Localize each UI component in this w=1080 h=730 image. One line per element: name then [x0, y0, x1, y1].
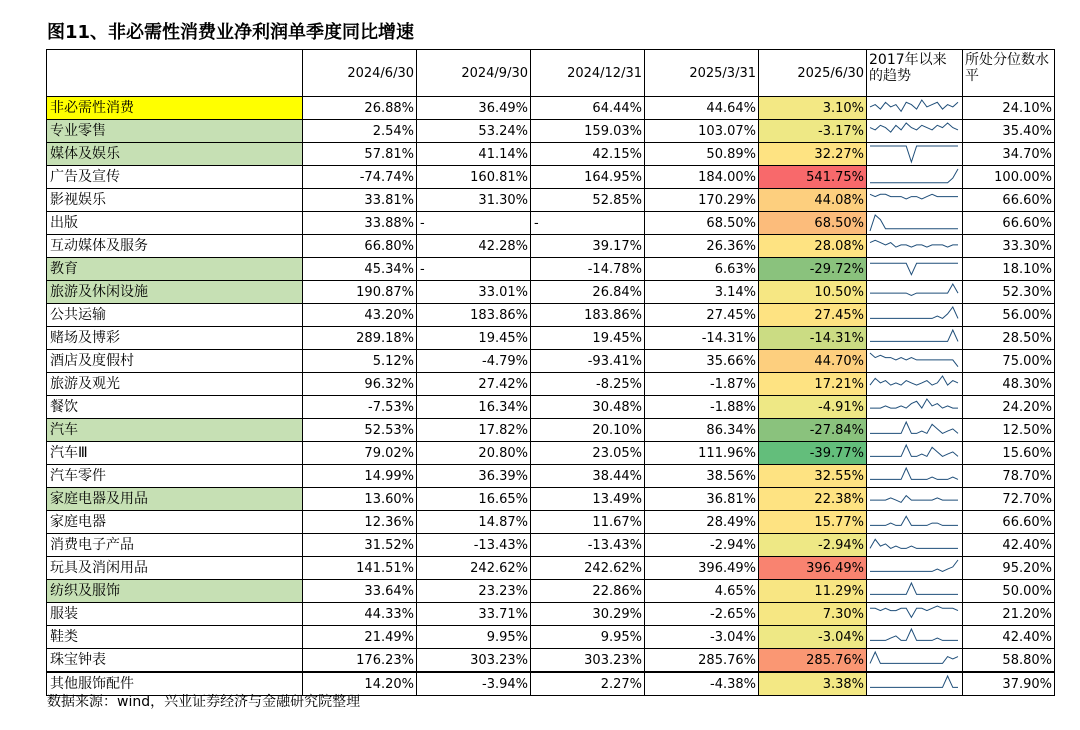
- value-cell: 26.36%: [645, 235, 759, 258]
- header-percentile: 所处分位数水平: [963, 50, 1055, 97]
- trend-sparkline: [867, 120, 963, 143]
- value-cell: 32.55%: [759, 465, 867, 488]
- sparkline-path: [870, 468, 958, 479]
- value-cell: 20.80%: [417, 442, 531, 465]
- value-cell: 27.45%: [759, 304, 867, 327]
- table-row: [47, 603, 1055, 626]
- row-label: 汽车Ⅲ: [47, 442, 303, 465]
- trend-sparkline: [867, 488, 963, 511]
- row-label: 玩具及消闲用品: [47, 557, 303, 580]
- value-cell: 20.10%: [531, 419, 645, 442]
- value-cell: 9.95%: [417, 626, 531, 649]
- value-cell: 2.27%: [531, 672, 645, 696]
- value-cell: 22.86%: [531, 580, 645, 603]
- value-cell: 68.50%: [759, 212, 867, 235]
- value-cell: 52.53%: [303, 419, 417, 442]
- value-cell: 23.05%: [531, 442, 645, 465]
- value-cell: 68.50%: [645, 212, 759, 235]
- sparkline-path: [870, 583, 958, 594]
- value-cell: 3.38%: [759, 672, 867, 696]
- sparkline-path: [870, 422, 958, 433]
- value-cell: -14.78%: [531, 258, 645, 281]
- row-label: 珠宝钟表: [47, 649, 303, 673]
- sparkline-path: [870, 516, 958, 525]
- trend-sparkline: [867, 649, 963, 673]
- percentile-cell: 95.20%: [963, 557, 1055, 580]
- value-cell: 41.14%: [417, 143, 531, 166]
- value-cell: 30.29%: [531, 603, 645, 626]
- value-cell: 23.23%: [417, 580, 531, 603]
- table-row: [47, 235, 1055, 258]
- header-2024-06-30: 2024/6/30: [303, 50, 417, 97]
- value-cell: 52.85%: [531, 189, 645, 212]
- row-label: 酒店及度假村: [47, 350, 303, 373]
- value-cell: -4.38%: [645, 672, 759, 696]
- data-table: [46, 49, 1055, 696]
- sparkline-path: [870, 194, 958, 199]
- value-cell: 35.66%: [645, 350, 759, 373]
- percentile-cell: 50.00%: [963, 580, 1055, 603]
- value-cell: -29.72%: [759, 258, 867, 281]
- sparkline-path: [870, 652, 958, 663]
- value-cell: 44.70%: [759, 350, 867, 373]
- value-cell: -93.41%: [531, 350, 645, 373]
- header-2024-09-30: 2024/9/30: [417, 50, 531, 97]
- table-row: [47, 189, 1055, 212]
- value-cell: 39.17%: [531, 235, 645, 258]
- value-cell: 33.81%: [303, 189, 417, 212]
- percentile-cell: 12.50%: [963, 419, 1055, 442]
- value-cell: 30.48%: [531, 396, 645, 419]
- value-cell: 190.87%: [303, 281, 417, 304]
- sparkline-path: [870, 399, 958, 408]
- value-cell: 36.49%: [417, 97, 531, 120]
- percentile-cell: 35.40%: [963, 120, 1055, 143]
- value-cell: -3.04%: [759, 626, 867, 649]
- row-label: 专业零售: [47, 120, 303, 143]
- table-header: [47, 50, 1055, 97]
- value-cell: 396.49%: [759, 557, 867, 580]
- row-label: 服装: [47, 603, 303, 626]
- percentile-cell: 66.60%: [963, 212, 1055, 235]
- value-cell: 541.75%: [759, 166, 867, 189]
- value-cell: 11.67%: [531, 511, 645, 534]
- table-row: [47, 327, 1055, 350]
- value-cell: 159.03%: [531, 120, 645, 143]
- sparkline-path: [870, 284, 958, 295]
- value-cell: -39.77%: [759, 442, 867, 465]
- trend-sparkline: [867, 465, 963, 488]
- value-cell: -74.74%: [303, 166, 417, 189]
- value-cell: 31.30%: [417, 189, 531, 212]
- percentile-cell: 24.20%: [963, 396, 1055, 419]
- value-cell: 9.95%: [531, 626, 645, 649]
- trend-sparkline: [867, 350, 963, 373]
- percentile-cell: 75.00%: [963, 350, 1055, 373]
- header-2025-03-31: 2025/3/31: [645, 50, 759, 97]
- value-cell: -2.94%: [759, 534, 867, 557]
- row-label: 非必需性消费: [47, 97, 303, 120]
- value-cell: 33.01%: [417, 281, 531, 304]
- value-cell: 303.23%: [531, 649, 645, 673]
- figure-title: 图11、非必需性消费业净利润单季度同比增速: [47, 22, 415, 43]
- table-row: [47, 534, 1055, 557]
- value-cell: -14.31%: [759, 327, 867, 350]
- table-row: [47, 488, 1055, 511]
- value-cell: 57.81%: [303, 143, 417, 166]
- trend-sparkline: [867, 97, 963, 120]
- sparkline-path: [870, 169, 958, 183]
- value-cell: -13.43%: [531, 534, 645, 557]
- value-cell: 285.76%: [759, 649, 867, 673]
- value-cell: 14.20%: [303, 672, 417, 696]
- row-label: 鞋类: [47, 626, 303, 649]
- value-cell: 11.29%: [759, 580, 867, 603]
- table-row: [47, 557, 1055, 580]
- table-row: [47, 97, 1055, 120]
- row-label: 旅游及休闲设施: [47, 281, 303, 304]
- value-cell: 33.88%: [303, 212, 417, 235]
- value-cell: 66.80%: [303, 235, 417, 258]
- value-cell: 17.82%: [417, 419, 531, 442]
- value-cell: 22.38%: [759, 488, 867, 511]
- value-cell: 12.36%: [303, 511, 417, 534]
- table-row: [47, 350, 1055, 373]
- value-cell: 32.27%: [759, 143, 867, 166]
- value-cell: 242.62%: [531, 557, 645, 580]
- row-label: 出版: [47, 212, 303, 235]
- sparkline-path: [870, 496, 958, 503]
- sparkline-path: [870, 100, 958, 111]
- table-row: [47, 626, 1055, 649]
- percentile-cell: 18.10%: [963, 258, 1055, 281]
- value-cell: -4.91%: [759, 396, 867, 419]
- percentile-cell: 48.30%: [963, 373, 1055, 396]
- value-cell: 183.86%: [417, 304, 531, 327]
- row-label: 汽车: [47, 419, 303, 442]
- value-cell: 45.34%: [303, 258, 417, 281]
- table-row: [47, 442, 1055, 465]
- value-cell: 13.60%: [303, 488, 417, 511]
- trend-sparkline: [867, 189, 963, 212]
- value-cell: 33.71%: [417, 603, 531, 626]
- percentile-cell: 66.60%: [963, 511, 1055, 534]
- value-cell: 164.95%: [531, 166, 645, 189]
- sparkline-path: [870, 676, 958, 687]
- table-row: [47, 120, 1055, 143]
- percentile-cell: 34.70%: [963, 143, 1055, 166]
- table-row: [47, 465, 1055, 488]
- sparkline-path: [870, 240, 958, 247]
- header-name: [47, 50, 303, 97]
- table-row: [47, 166, 1055, 189]
- trend-sparkline: [867, 419, 963, 442]
- value-cell: 4.65%: [645, 580, 759, 603]
- percentile-cell: 52.30%: [963, 281, 1055, 304]
- table-row: [47, 419, 1055, 442]
- trend-sparkline: [867, 373, 963, 396]
- value-cell: 43.20%: [303, 304, 417, 327]
- trend-sparkline: [867, 166, 963, 189]
- value-cell: 5.12%: [303, 350, 417, 373]
- sparkline-path: [870, 376, 958, 385]
- value-cell: 3.14%: [645, 281, 759, 304]
- sparkline-path: [870, 146, 958, 162]
- value-cell: -8.25%: [531, 373, 645, 396]
- value-cell: 28.08%: [759, 235, 867, 258]
- value-cell: 79.02%: [303, 442, 417, 465]
- trend-sparkline: [867, 281, 963, 304]
- value-cell: 7.30%: [759, 603, 867, 626]
- value-cell: -4.79%: [417, 350, 531, 373]
- row-label: 餐饮: [47, 396, 303, 419]
- value-cell: 184.00%: [645, 166, 759, 189]
- sparkline-path: [870, 123, 958, 132]
- table-row: [47, 281, 1055, 304]
- trend-sparkline: [867, 557, 963, 580]
- value-cell: -2.65%: [645, 603, 759, 626]
- value-cell: 42.15%: [531, 143, 645, 166]
- value-cell: -14.31%: [645, 327, 759, 350]
- table-row: [47, 580, 1055, 603]
- table-row: [47, 143, 1055, 166]
- table-row: [47, 304, 1055, 327]
- table-row: [47, 258, 1055, 281]
- value-cell: 64.44%: [531, 97, 645, 120]
- value-cell: -13.43%: [417, 534, 531, 557]
- value-cell: -: [417, 258, 531, 281]
- header-2024-12-31: 2024/12/31: [531, 50, 645, 97]
- value-cell: 27.45%: [645, 304, 759, 327]
- trend-sparkline: [867, 143, 963, 166]
- value-cell: 14.87%: [417, 511, 531, 534]
- value-cell: 42.28%: [417, 235, 531, 258]
- value-cell: -7.53%: [303, 396, 417, 419]
- value-cell: 19.45%: [531, 327, 645, 350]
- table-row: [47, 373, 1055, 396]
- trend-sparkline: [867, 534, 963, 557]
- value-cell: 33.64%: [303, 580, 417, 603]
- value-cell: 111.96%: [645, 442, 759, 465]
- value-cell: -27.84%: [759, 419, 867, 442]
- trend-sparkline: [867, 304, 963, 327]
- sparkline-path: [870, 560, 958, 571]
- sparkline-path: [870, 330, 958, 341]
- value-cell: 27.42%: [417, 373, 531, 396]
- source-note: 数据来源：wind，兴业证券经济与金融研究院整理: [47, 694, 361, 710]
- percentile-cell: 37.90%: [963, 672, 1055, 696]
- value-cell: 103.07%: [645, 120, 759, 143]
- value-cell: 16.34%: [417, 396, 531, 419]
- percentile-cell: 15.60%: [963, 442, 1055, 465]
- trend-sparkline: [867, 672, 963, 696]
- percentile-cell: 42.40%: [963, 534, 1055, 557]
- table-row: [47, 212, 1055, 235]
- percentile-cell: 56.00%: [963, 304, 1055, 327]
- value-cell: 26.84%: [531, 281, 645, 304]
- row-label: 教育: [47, 258, 303, 281]
- percentile-cell: 33.30%: [963, 235, 1055, 258]
- value-cell: 242.62%: [417, 557, 531, 580]
- row-label: 旅游及观光: [47, 373, 303, 396]
- header-trend: 2017年以来的趋势: [867, 50, 963, 97]
- trend-sparkline: [867, 626, 963, 649]
- value-cell: 176.23%: [303, 649, 417, 673]
- value-cell: 50.89%: [645, 143, 759, 166]
- table-row: [47, 396, 1055, 419]
- row-label: 互动媒体及服务: [47, 235, 303, 258]
- value-cell: -3.94%: [417, 672, 531, 696]
- value-cell: 14.99%: [303, 465, 417, 488]
- value-cell: 13.49%: [531, 488, 645, 511]
- percentile-cell: 42.40%: [963, 626, 1055, 649]
- percentile-cell: 66.60%: [963, 189, 1055, 212]
- row-label: 赌场及博彩: [47, 327, 303, 350]
- sparkline-path: [870, 606, 958, 617]
- row-label: 媒体及娱乐: [47, 143, 303, 166]
- value-cell: 396.49%: [645, 557, 759, 580]
- value-cell: 2.54%: [303, 120, 417, 143]
- value-cell: -: [417, 212, 531, 235]
- row-label: 影视娱乐: [47, 189, 303, 212]
- value-cell: 17.21%: [759, 373, 867, 396]
- value-cell: 183.86%: [531, 304, 645, 327]
- table-body: [47, 97, 1055, 696]
- value-cell: -1.88%: [645, 396, 759, 419]
- trend-sparkline: [867, 258, 963, 281]
- trend-sparkline: [867, 212, 963, 235]
- percentile-cell: 100.00%: [963, 166, 1055, 189]
- row-label: 纺织及服饰: [47, 580, 303, 603]
- value-cell: 38.56%: [645, 465, 759, 488]
- value-cell: -1.87%: [645, 373, 759, 396]
- percentile-cell: 28.50%: [963, 327, 1055, 350]
- value-cell: -3.17%: [759, 120, 867, 143]
- row-label: 汽车零件: [47, 465, 303, 488]
- percentile-cell: 24.10%: [963, 97, 1055, 120]
- value-cell: 285.76%: [645, 649, 759, 673]
- trend-sparkline: [867, 235, 963, 258]
- header-2025-06-30: 2025/6/30: [759, 50, 867, 97]
- value-cell: 31.52%: [303, 534, 417, 557]
- trend-sparkline: [867, 580, 963, 603]
- value-cell: 10.50%: [759, 281, 867, 304]
- value-cell: 6.63%: [645, 258, 759, 281]
- row-label: 广告及宣传: [47, 166, 303, 189]
- value-cell: 44.33%: [303, 603, 417, 626]
- value-cell: -3.04%: [645, 626, 759, 649]
- sparkline-path: [870, 215, 958, 231]
- percentile-cell: 21.20%: [963, 603, 1055, 626]
- value-cell: 38.44%: [531, 465, 645, 488]
- value-cell: 3.10%: [759, 97, 867, 120]
- value-cell: 303.23%: [417, 649, 531, 673]
- value-cell: 289.18%: [303, 327, 417, 350]
- trend-sparkline: [867, 442, 963, 465]
- value-cell: 19.45%: [417, 327, 531, 350]
- percentile-cell: 78.70%: [963, 465, 1055, 488]
- value-cell: 96.32%: [303, 373, 417, 396]
- sparkline-path: [870, 539, 958, 548]
- value-cell: 44.08%: [759, 189, 867, 212]
- value-cell: 141.51%: [303, 557, 417, 580]
- sparkline-path: [870, 263, 958, 274]
- table-row: [47, 511, 1055, 534]
- value-cell: 86.34%: [645, 419, 759, 442]
- percentile-cell: 72.70%: [963, 488, 1055, 511]
- value-cell: 36.81%: [645, 488, 759, 511]
- value-cell: -: [531, 212, 645, 235]
- sparkline-path: [870, 629, 958, 640]
- sparkline-path: [870, 353, 958, 367]
- sparkline-path: [870, 307, 958, 318]
- row-label: 家庭电器及用品: [47, 488, 303, 511]
- value-cell: 16.65%: [417, 488, 531, 511]
- value-cell: 36.39%: [417, 465, 531, 488]
- row-label: 家庭电器: [47, 511, 303, 534]
- value-cell: 21.49%: [303, 626, 417, 649]
- sparkline-path: [870, 445, 958, 456]
- value-cell: -2.94%: [645, 534, 759, 557]
- value-cell: 28.49%: [645, 511, 759, 534]
- percentile-cell: 58.80%: [963, 649, 1055, 673]
- row-label: 消费电子产品: [47, 534, 303, 557]
- trend-sparkline: [867, 511, 963, 534]
- table-row: [47, 649, 1055, 673]
- value-cell: 53.24%: [417, 120, 531, 143]
- row-label: 公共运输: [47, 304, 303, 327]
- value-cell: 170.29%: [645, 189, 759, 212]
- trend-sparkline: [867, 327, 963, 350]
- value-cell: 160.81%: [417, 166, 531, 189]
- trend-sparkline: [867, 603, 963, 626]
- trend-sparkline: [867, 396, 963, 419]
- value-cell: 15.77%: [759, 511, 867, 534]
- row-label: 其他服饰配件: [47, 672, 303, 696]
- value-cell: 26.88%: [303, 97, 417, 120]
- value-cell: 44.64%: [645, 97, 759, 120]
